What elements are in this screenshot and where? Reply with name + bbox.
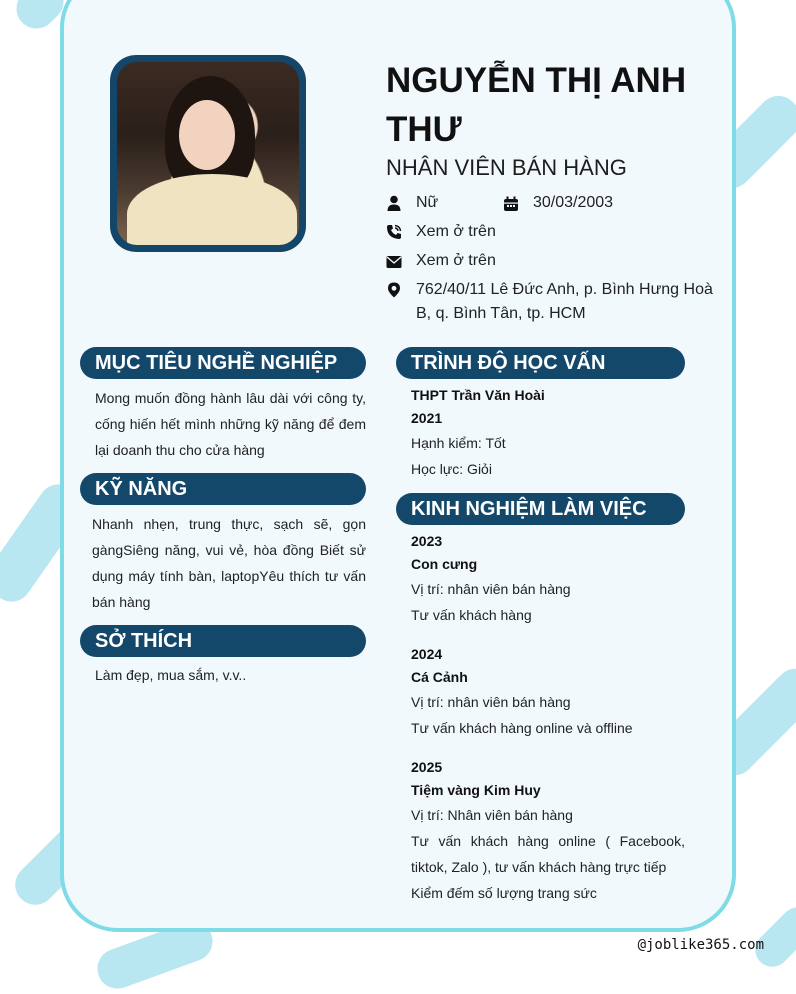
skills-text: Nhanh nhẹn, trung thực, sạch sẽ, gọn gàngSiêng năng, vui vẻ, hòa đồng Biết sử dụng máy tính bàn, laptopYêu thích tư vấn bán hàng xyxy=(92,516,366,610)
experience-heading: KINH NGHIỆM LÀM VIỆC xyxy=(396,493,685,525)
hobbies-heading: SỞ THÍCH xyxy=(80,625,366,657)
phone-value: Xem ở trên xyxy=(416,223,496,240)
phone-icon xyxy=(386,224,402,240)
birthdate-value: 30/03/2003 xyxy=(533,194,614,211)
user-icon xyxy=(386,195,402,211)
calendar-icon xyxy=(503,196,519,212)
job-title: NHÂN VIÊN BÁN HÀNG xyxy=(386,155,627,180)
experience-role: Vị trí: nhân viên bán hàng xyxy=(411,694,571,710)
education-conduct: Hạnh kiểm: Tốt xyxy=(411,435,506,451)
education-academic: Học lực: Giỏi xyxy=(411,461,492,477)
experience-detail: Tư vấn khách hàng xyxy=(411,607,532,623)
experience-role: Vị trí: nhân viên bán hàng xyxy=(411,581,571,597)
education-heading: TRÌNH ĐỘ HỌC VẤN xyxy=(396,347,685,379)
experience-year: 2023 xyxy=(411,533,443,549)
experience-detail: Tư vấn khách hàng online và offline xyxy=(411,720,633,736)
education-year: 2021 xyxy=(411,410,443,426)
experience-year: 2024 xyxy=(411,646,443,662)
avatar xyxy=(117,62,299,245)
education-school: THPT Trần Văn Hoài xyxy=(411,387,545,403)
experience-company: Con cưng xyxy=(411,556,478,572)
gender-value: Nữ xyxy=(416,194,439,211)
candidate-name: NGUYỄN THỊ ANH THƯ xyxy=(386,61,687,149)
experience-year: 2025 xyxy=(411,759,443,775)
hobbies-text: Làm đẹp, mua sắm, v.v.. xyxy=(95,667,247,683)
experience-company: Tiệm vàng Kim Huy xyxy=(411,782,541,798)
email-icon xyxy=(386,254,402,270)
email-value: Xem ở trên xyxy=(416,252,496,269)
avatar-frame xyxy=(110,55,306,252)
objective-text: Mong muốn đồng hành lâu dài với công ty, cống hiến hết mình những kỹ năng để đem lại doanh thu cho cửa hàng xyxy=(95,390,366,458)
experience-company: Cá Cảnh xyxy=(411,669,468,685)
address-value: 762/40/11 Lê Đức Anh, p. Bình Hưng Hoà B, q. Bình Tân, tp. HCM xyxy=(416,281,713,322)
experience-detail: Kiểm đếm số lượng trang sức xyxy=(411,885,597,901)
experience-detail: Tư vấn khách hàng online ( Facebook, tiktok, Zalo ), tư vấn khách hàng trực tiếp xyxy=(411,833,685,875)
experience-role: Vị trí: Nhân viên bán hàng xyxy=(411,807,573,823)
objective-heading: MỤC TIÊU NGHỀ NGHIỆP xyxy=(80,347,366,379)
watermark-url: @joblike365.com xyxy=(637,937,764,953)
skills-heading: KỸ NĂNG xyxy=(80,473,366,505)
location-icon xyxy=(386,282,402,298)
